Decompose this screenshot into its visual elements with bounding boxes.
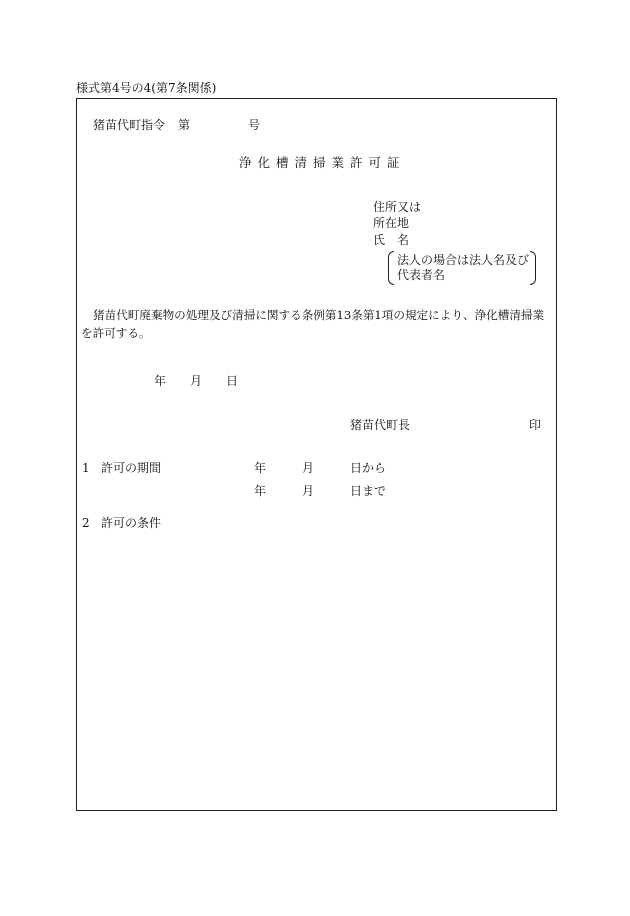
- conditions-number: 2: [82, 516, 90, 530]
- seal-mark: 印: [529, 418, 542, 432]
- location-label: 所在地: [373, 216, 410, 230]
- right-bracket: [530, 251, 536, 285]
- left-bracket: [388, 251, 394, 285]
- document-title: 浄化槽清掃業許可証: [239, 155, 406, 170]
- date-day: 日: [226, 374, 239, 388]
- document-frame: [76, 98, 557, 811]
- date-month: 月: [190, 374, 203, 388]
- issuer-name: 猪苗代町長: [350, 418, 411, 432]
- corp-note-line2: 代表者名: [397, 268, 446, 282]
- designation-dai: 第: [178, 118, 191, 132]
- period-from-suffix: 日から: [350, 461, 387, 475]
- form-label: 様式第4号の4(第7条関係): [76, 81, 217, 95]
- body-line2: を許可する。: [81, 326, 151, 340]
- address-label: 住所又は: [373, 200, 422, 214]
- date-year: 年: [154, 374, 167, 388]
- designation-prefix: 猪苗代町指令: [93, 118, 166, 132]
- period-from-year: 年: [254, 461, 267, 475]
- period-label: 許可の期間: [101, 461, 162, 475]
- conditions-label: 許可の条件: [101, 516, 162, 530]
- period-to-year: 年: [254, 484, 267, 498]
- corp-note-line1: 法人の場合は法人名及び: [397, 253, 530, 267]
- period-from-month: 月: [302, 461, 315, 475]
- period-to-month: 月: [302, 484, 315, 498]
- period-to-suffix: 日まで: [350, 484, 387, 498]
- designation-go: 号: [248, 118, 261, 132]
- body-line1: 猪苗代町廃棄物の処理及び清掃に関する条例第13条第1項の規定により、浄化槽清掃業: [93, 308, 545, 322]
- name-label: 氏 名: [373, 233, 410, 247]
- period-number: 1: [82, 461, 90, 475]
